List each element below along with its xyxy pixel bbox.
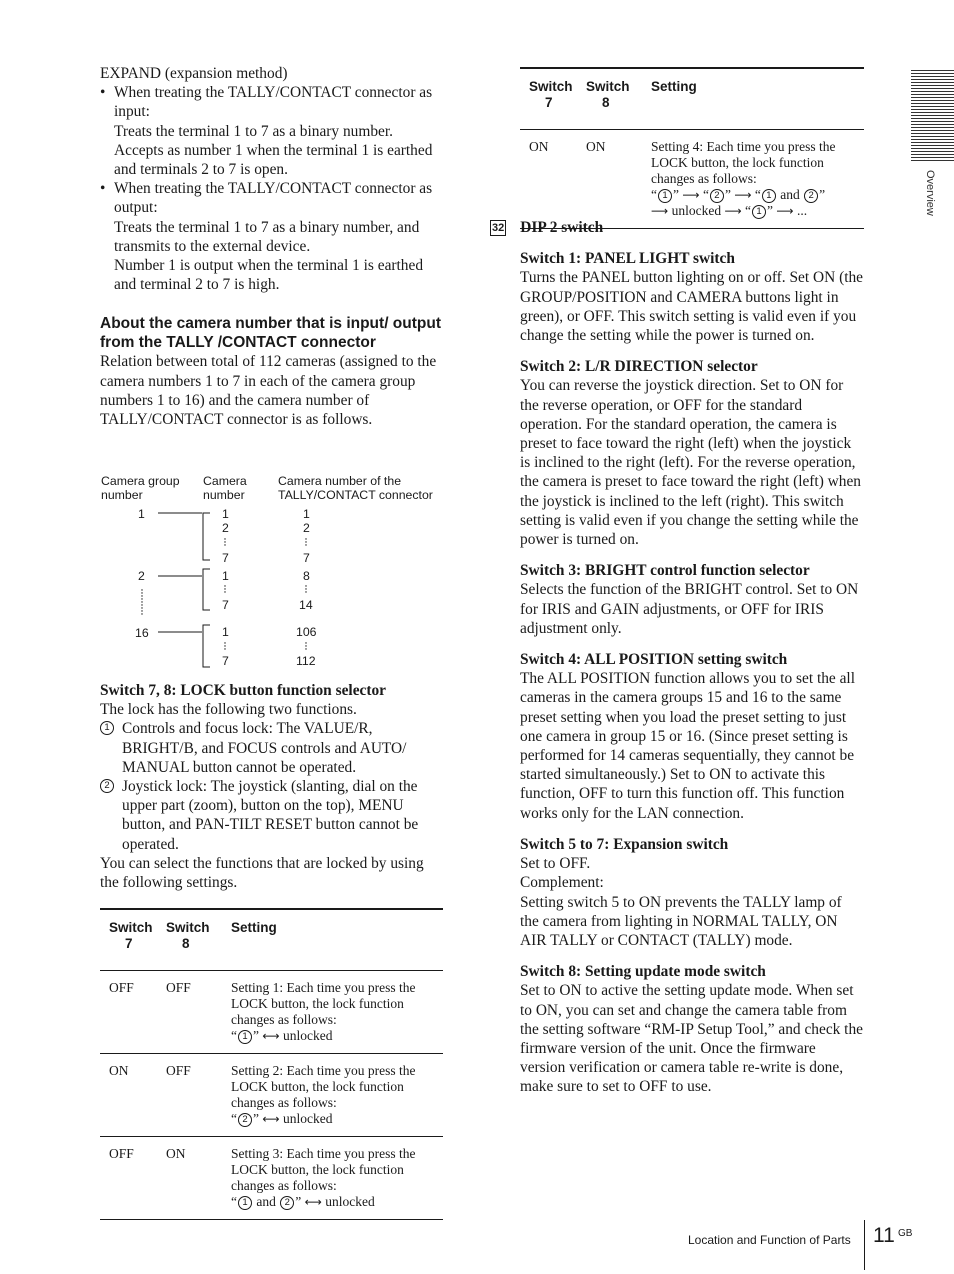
lock-item-1-text: Controls and focus lock: The VALUE/R, BRIGHT/B, and FOCUS controls and AUTO/ MANUAL button cannot be operated. (122, 720, 407, 776)
sw78-heading: Switch 7, 8: LOCK button function selector (100, 682, 387, 699)
diagram-conn: 14 (299, 598, 313, 612)
sw57-body-2: Complement: (520, 874, 604, 892)
diagram-conn: 8 (303, 569, 310, 583)
diagram-connector-lines (100, 472, 445, 672)
diagram-group-1: 1 (138, 507, 145, 521)
about-heading: About the camera number that is input/ output from the TALLY /CONTACT connector (100, 315, 441, 352)
table-header-row (100, 909, 443, 971)
left-column-top (100, 64, 443, 429)
th-setting: Setting (231, 920, 277, 935)
bullet-input-label: When treating the TALLY/CONTACT connector as input: (114, 84, 433, 121)
cell-setting: Setting 4: Each time you press the LOCK button, the lock function changes as follows: “ 1 ” ⟶ “ 2 ” ⟶ “ 1 and 2 ” ⟶ unlocked ⟶ “ 1 ” ⟶ ... (651, 139, 836, 218)
diagram-cam: 7 (222, 551, 229, 565)
cell-s7: OFF (109, 1146, 134, 1161)
bullet-dot: • (100, 84, 106, 102)
sw78-outro: You can select the functions that are locked by using the following settings. (100, 854, 424, 892)
circled-number: 2 (100, 779, 114, 793)
sw3-heading: Switch 3: BRIGHT control function selector (520, 562, 810, 580)
cell-s7: OFF (109, 980, 134, 995)
sw8-body: Set to ON to active the setting update mode. When set to ON, you can set and change the camera table from the setting software “RM-IP Setup Tool,” and check the firmware version of the unit. Once the firmware version verification or camera table re-write is done, make sure to set to OFF to use. (520, 982, 863, 1096)
right-column (490, 218, 864, 1097)
dip2-title: DIP 2 switch (520, 219, 604, 236)
bullet-output-label: When treating the TALLY/CONTACT connector as output: (114, 180, 433, 217)
diagram-cam: 1 (222, 569, 229, 583)
diagram-conn: 106 (296, 625, 317, 639)
diagram-conn: 7 (303, 551, 310, 565)
sw2-heading: Switch 2: L/R DIRECTION selector (520, 358, 758, 376)
table-row (100, 1137, 443, 1220)
diagram-conn: 2 (303, 521, 310, 535)
diagram-col1-header: Camera group number (101, 474, 180, 502)
sw1-body: Turns the PANEL button lighting on or off. Set ON (the GROUP/POSITION and CAMERA buttons light in green), or OFF. This switch setting is valid even if you change the setting while the power is turned on. (520, 269, 864, 345)
about-body: Relation between total of 112 cameras (assigned to the camera numbers 1 to 7 in each of the camera group numbers 1 to 16) and the camera number of TALLY/CONTACT connector is as follows. (100, 353, 437, 429)
cell-s8: OFF (166, 980, 191, 995)
side-tab-marker (911, 70, 954, 162)
bullet-dot: • (100, 180, 106, 198)
item-number-box: 32 (492, 222, 505, 234)
table-header-row (520, 68, 864, 130)
sw57-body-3: Setting switch 5 to ON prevents the TALLY lamp of the camera from lighting in NORMAL TALLY, ON AIR TALLY or CONTACT (TALLY) mode. (520, 893, 842, 949)
side-tab-label: Overview (924, 170, 936, 216)
language-code: GB (898, 1228, 913, 1239)
sw57-body-1: Set to OFF. (520, 855, 591, 873)
bullet-output-body-2: Number 1 is output when the terminal 1 is earthed and terminal 2 to 7 is high. (114, 257, 424, 294)
cell-setting: Setting 3: Each time you press the LOCK button, the lock function changes as follows: “ 1 and 2 ” ⟷ unlocked (231, 1146, 416, 1209)
diagram-cam: 7 (222, 654, 229, 668)
lock-item-1 (100, 719, 443, 777)
cell-s8: ON (166, 1146, 186, 1161)
sw8-heading: Switch 8: Setting update mode switch (520, 963, 766, 981)
dip2-body (490, 237, 864, 1096)
diagram-col3-header: Camera number of the TALLY/CONTACT connector (278, 474, 433, 502)
cell-s7: ON (529, 139, 549, 154)
diagram-col2-header: Camera number (203, 474, 247, 502)
page-number: 11 (873, 1224, 895, 1247)
lock-settings-table (100, 908, 443, 1220)
sw1-heading: Switch 1: PANEL LIGHT switch (520, 250, 735, 268)
sw4-heading: Switch 4: ALL POSITION setting switch (520, 651, 788, 669)
diagram-cam: 1 (222, 625, 229, 639)
camera-number-diagram (100, 472, 445, 672)
diagram-conn: 1 (303, 507, 310, 521)
circled-number: 1 (100, 721, 114, 735)
th-setting: Setting (651, 79, 697, 94)
diagram-cam: 7 (222, 598, 229, 612)
table-row (100, 1054, 443, 1137)
diagram-group-2: 2 (138, 569, 145, 583)
bullet-input-body: Treats the terminal 1 to 7 as a binary number. Accepts as number 1 when the terminal 1 is earthed and terminals 2 to 7 is open. (114, 122, 433, 179)
cell-s7: ON (109, 1063, 129, 1078)
sw78-intro: The lock has the following two functions. (100, 701, 357, 719)
bullet-output-body-1: Treats the terminal 1 to 7 as a binary number, and transmits to the external device. (114, 218, 420, 255)
cell-setting: Setting 2: Each time you press the LOCK button, the lock function changes as follows: “ 2 ” ⟷ unlocked (231, 1063, 416, 1126)
sw3-body: Selects the function of the BRIGHT control. Set to ON for IRIS and GAIN adjustments, or OFF for IRIS adjustment only. (520, 581, 859, 637)
sw4-body: The ALL POSITION function allows you to set the all cameras in the camera groups 15 and 16 to the same preset setting when you load the preset setting to just one camera in group 15 or 16. (Since preset setting is performed for 14 cameras sequentially, they cannot be started simultaneously.) Set to ON to activate this function, OFF to turn this function off. This function works only for the LAN connection. (520, 670, 855, 822)
diagram-conn: 112 (296, 654, 316, 668)
th-switch7: Switch 7 (109, 920, 153, 951)
lock-settings-table-cont (520, 67, 864, 229)
footer-divider (864, 1220, 865, 1270)
footer-section-title: Location and Function of Parts (688, 1233, 851, 1247)
bullet-input (100, 83, 443, 179)
diagram-cam: 1 (222, 507, 229, 521)
table-row (520, 130, 864, 229)
cell-setting: Setting 1: Each time you press the LOCK button, the lock function changes as follows: “ 1 ” ⟷ unlocked (231, 980, 416, 1043)
th-switch8: Switch 8 (166, 920, 210, 951)
th-switch8: Switch 8 (586, 79, 630, 110)
table-row (100, 971, 443, 1054)
bullet-output (100, 179, 443, 294)
lock-item-2 (100, 777, 443, 854)
sw2-body: You can reverse the joystick direction. Set to ON for the reverse operation, or OFF for the standard operation. For the standard operation, the camera is preset to face toward the right (left) when the joystick is inclined to the right (left). For the reverse operation, the camera is preset to face toward the right (left) when the joystick is inclined to the left (right). This switch setting is valid even if you change the setting while the power is turned on. (520, 377, 862, 549)
left-column-lower (100, 681, 443, 892)
cell-s8: OFF (166, 1063, 191, 1078)
diagram-group-16: 16 (135, 626, 149, 640)
expand-title: EXPAND (expansion method) (100, 65, 288, 82)
dip2-title-line (490, 218, 864, 237)
cell-s8: ON (586, 139, 606, 154)
sw57-heading: Switch 5 to 7: Expansion switch (520, 835, 729, 853)
lock-item-2-text: Joystick lock: The joystick (slanting, dial on the upper part (zoom), button on the top), MENU button, and PAN-TILT RESET button cannot be operated. (122, 778, 419, 853)
diagram-cam: 2 (222, 521, 229, 535)
th-switch7: Switch 7 (529, 79, 573, 110)
